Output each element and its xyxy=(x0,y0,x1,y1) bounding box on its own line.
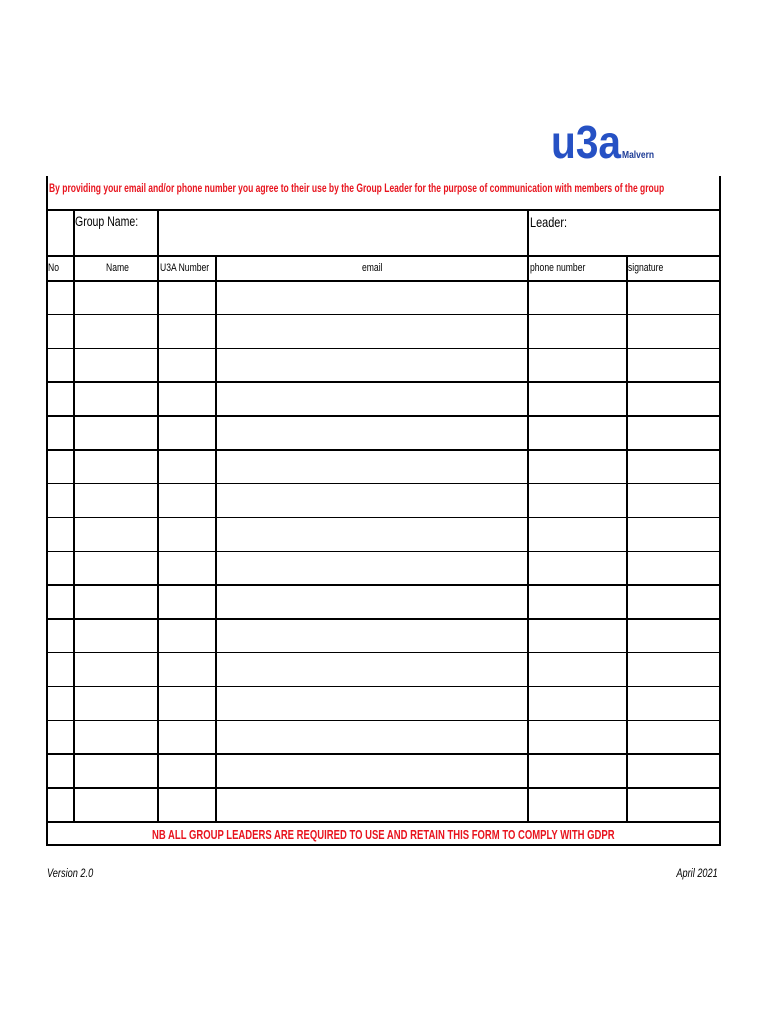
table-cell-name[interactable] xyxy=(75,654,156,685)
table-cell-no[interactable] xyxy=(48,282,72,313)
table-bottom-line xyxy=(46,821,721,823)
table-cell-email[interactable] xyxy=(217,282,526,313)
table-cell-email[interactable] xyxy=(217,350,526,381)
gdpr-note-text: NB ALL GROUP LEADERS ARE REQUIRED TO USE AND RETAIN THIS FORM TO COMPLY WITH GDPR xyxy=(152,828,615,842)
table-cell-signature[interactable] xyxy=(628,485,718,516)
group-row-bottom-line xyxy=(46,255,721,257)
table-cell-phone-number[interactable] xyxy=(529,722,625,753)
table-cell-signature[interactable] xyxy=(628,316,718,347)
table-cell-u3a-number[interactable] xyxy=(159,620,214,651)
table-cell-u3a-number[interactable] xyxy=(159,755,214,786)
table-cell-no[interactable] xyxy=(48,417,72,448)
leader-label: Leader: xyxy=(530,214,568,230)
table-cell-no[interactable] xyxy=(48,654,72,685)
table-cell-email[interactable] xyxy=(217,383,526,414)
table-cell-email[interactable] xyxy=(217,620,526,651)
logo-text: u3a xyxy=(551,118,622,166)
table-cell-no[interactable] xyxy=(48,789,72,820)
table-cell-name[interactable] xyxy=(75,519,156,550)
table-cell-no[interactable] xyxy=(48,519,72,550)
leader-field[interactable] xyxy=(528,230,719,255)
form-bottom-line xyxy=(46,844,721,846)
table-cell-no[interactable] xyxy=(48,485,72,516)
table-cell-no[interactable] xyxy=(48,350,72,381)
version-label: Version 2.0 xyxy=(47,868,94,880)
table-cell-u3a-number[interactable] xyxy=(159,654,214,685)
table-cell-name[interactable] xyxy=(75,350,156,381)
table-cell-u3a-number[interactable] xyxy=(159,789,214,820)
table-cell-phone-number[interactable] xyxy=(529,383,625,414)
table-cell-name[interactable] xyxy=(75,282,156,313)
table-cell-phone-number[interactable] xyxy=(529,620,625,651)
table-cell-phone-number[interactable] xyxy=(529,755,625,786)
table-cell-signature[interactable] xyxy=(628,722,718,753)
table-cell-name[interactable] xyxy=(75,688,156,719)
table-cell-no[interactable] xyxy=(48,553,72,584)
table-cell-signature[interactable] xyxy=(628,789,718,820)
table-cell-signature[interactable] xyxy=(628,451,718,482)
group-name-field[interactable] xyxy=(158,211,527,255)
date-label: April 2021 xyxy=(676,868,718,880)
table-cell-phone-number[interactable] xyxy=(529,451,625,482)
table-cell-phone-number[interactable] xyxy=(529,586,625,617)
table-cell-no[interactable] xyxy=(48,383,72,414)
group-name-label: Group Name: xyxy=(75,214,139,229)
table-cell-email[interactable] xyxy=(217,688,526,719)
table-cell-signature[interactable] xyxy=(628,282,718,313)
table-cell-signature[interactable] xyxy=(628,586,718,617)
table-cell-u3a-number[interactable] xyxy=(159,383,214,414)
table-cell-no[interactable] xyxy=(48,316,72,347)
table-cell-signature[interactable] xyxy=(628,620,718,651)
table-cell-phone-number[interactable] xyxy=(529,519,625,550)
table-cell-u3a-number[interactable] xyxy=(159,417,214,448)
table-cell-no[interactable] xyxy=(48,451,72,482)
table-cell-signature[interactable] xyxy=(628,755,718,786)
consent-notice: By providing your email and/or phone number you agree to their use by the Group Leader for the purpose of communication with members of the group xyxy=(49,183,665,195)
table-cell-no[interactable] xyxy=(48,620,72,651)
table-cell-name[interactable] xyxy=(75,789,156,820)
table-cell-phone-number[interactable] xyxy=(529,688,625,719)
table-cell-phone-number[interactable] xyxy=(529,485,625,516)
column-header-email: email xyxy=(362,262,383,274)
table-cell-phone-number[interactable] xyxy=(529,417,625,448)
table-cell-u3a-number[interactable] xyxy=(159,282,214,313)
table-cell-signature[interactable] xyxy=(628,654,718,685)
table-cell-signature[interactable] xyxy=(628,417,718,448)
table-cell-name[interactable] xyxy=(75,451,156,482)
table-cell-u3a-number[interactable] xyxy=(159,553,214,584)
table-cell-u3a-number[interactable] xyxy=(159,316,214,347)
column-header-phone-number: phone number xyxy=(530,262,586,274)
table-cell-email[interactable] xyxy=(217,316,526,347)
table-cell-name[interactable] xyxy=(75,316,156,347)
table-cell-email[interactable] xyxy=(217,485,526,516)
table-cell-email[interactable] xyxy=(217,654,526,685)
table-cell-signature[interactable] xyxy=(628,688,718,719)
table-cell-no[interactable] xyxy=(48,755,72,786)
table-cell-signature[interactable] xyxy=(628,519,718,550)
table-cell-email[interactable] xyxy=(217,755,526,786)
table-cell-email[interactable] xyxy=(217,451,526,482)
table-cell-u3a-number[interactable] xyxy=(159,451,214,482)
table-cell-name[interactable] xyxy=(75,755,156,786)
table-cell-email[interactable] xyxy=(217,722,526,753)
table-cell-email[interactable] xyxy=(217,789,526,820)
table-cell-no[interactable] xyxy=(48,586,72,617)
table-cell-u3a-number[interactable] xyxy=(159,586,214,617)
table-cell-email[interactable] xyxy=(217,553,526,584)
table-cell-name[interactable] xyxy=(75,553,156,584)
table-cell-name[interactable] xyxy=(75,417,156,448)
column-header-signature: signature xyxy=(628,262,664,274)
table-cell-email[interactable] xyxy=(217,586,526,617)
table-cell-name[interactable] xyxy=(75,722,156,753)
table-cell-name[interactable] xyxy=(75,620,156,651)
table-cell-name[interactable] xyxy=(75,586,156,617)
table-cell-u3a-number[interactable] xyxy=(159,688,214,719)
logo-subtext: Malvern xyxy=(622,150,655,161)
attendance-form xyxy=(46,176,721,846)
table-cell-signature[interactable] xyxy=(628,350,718,381)
table-cell-phone-number[interactable] xyxy=(529,654,625,685)
table-cell-signature[interactable] xyxy=(628,383,718,414)
table-cell-no[interactable] xyxy=(48,688,72,719)
table-cell-phone-number[interactable] xyxy=(529,350,625,381)
table-cell-phone-number[interactable] xyxy=(529,282,625,313)
table-cell-name[interactable] xyxy=(75,383,156,414)
column-header-name: Name xyxy=(106,262,129,274)
gdpr-note xyxy=(46,828,721,842)
table-cell-phone-number[interactable] xyxy=(529,553,625,584)
column-header-u3a-number: U3A Number xyxy=(160,262,210,274)
table-cell-phone-number[interactable] xyxy=(529,789,625,820)
table-cell-u3a-number[interactable] xyxy=(159,350,214,381)
form-right-border xyxy=(719,176,721,846)
table-cell-signature[interactable] xyxy=(628,553,718,584)
table-cell-email[interactable] xyxy=(217,519,526,550)
table-cell-u3a-number[interactable] xyxy=(159,519,214,550)
column-header-no: No xyxy=(48,262,59,274)
table-cell-email[interactable] xyxy=(217,417,526,448)
table-cell-u3a-number[interactable] xyxy=(159,722,214,753)
table-cell-u3a-number[interactable] xyxy=(159,485,214,516)
table-cell-phone-number[interactable] xyxy=(529,316,625,347)
table-cell-name[interactable] xyxy=(75,485,156,516)
table-cell-no[interactable] xyxy=(48,722,72,753)
